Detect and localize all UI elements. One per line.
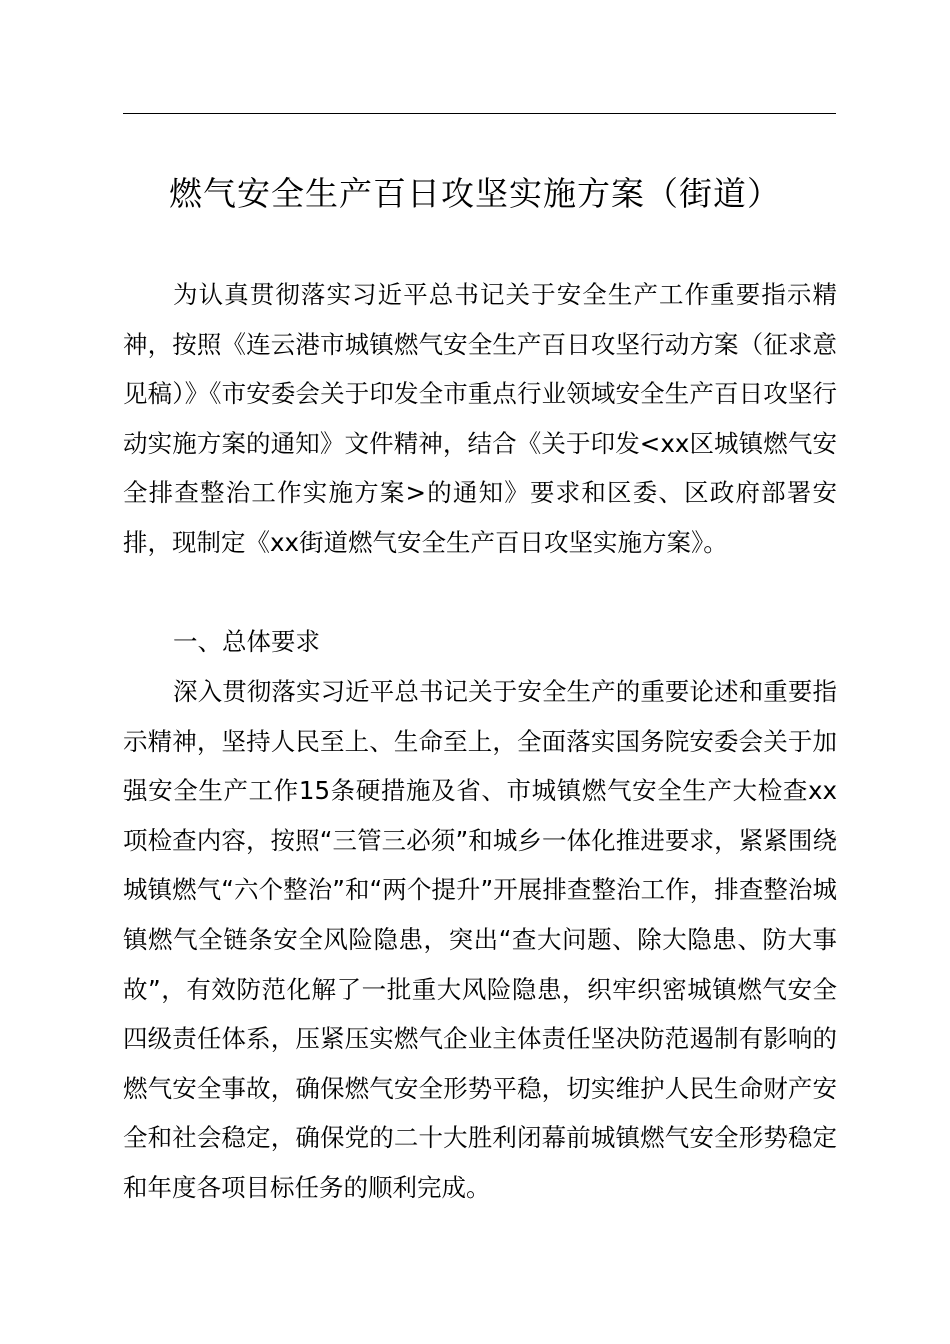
header-rule (123, 113, 836, 114)
section-heading-overall-requirements: 一、总体要求 (173, 627, 320, 656)
section-paragraph: 深入贯彻落实习近平总书记关于安全生产的重要论述和重要指示精神，坚持人民至上、生命至上，全面落实国务院安委会关于加强安全生产工作15条硬措施及省、市城镇燃气安全生产大检查xx项检查内容，按照“三管三必须”和城乡一体化推进要求，紧紧围绕城镇燃气“六个整治”和“两个提升”开展排查整治工作，排查整治城镇燃气全链条安全风险隐患，突出“查大问题、除大隐患、防大事故”，有效防范化解了一批重大风险隐患，织牢织密城镇燃气安全四级责任体系，压紧压实燃气企业主体责任坚决防范遏制有影响的燃气安全事故，确保燃气安全形势平稳，切实维护人民生命财产安全和社会稳定，确保党的二十大胜利闭幕前城镇燃气安全形势稳定和年度各项目标任务的顺利完成。 (123, 677, 837, 1202)
document-title: 燃气安全生产百日攻坚实施方案（街道） (169, 174, 781, 213)
intro-paragraph: 为认真贯彻落实习近平总书记关于安全生产工作重要指示精神，按照《连云港市城镇燃气安全生产百日攻坚行动方案（征求意见稿）》《市安委会关于印发全市重点行业领域安全生产百日攻坚行动实施方案的通知》文件精神，结合《关于印发<xx区城镇燃气安全排查整治工作实施方案>的通知》要求和区委、区政府部署安排，现制定《xx街道燃气安全生产百日攻坚实施方案》。 (123, 280, 837, 557)
